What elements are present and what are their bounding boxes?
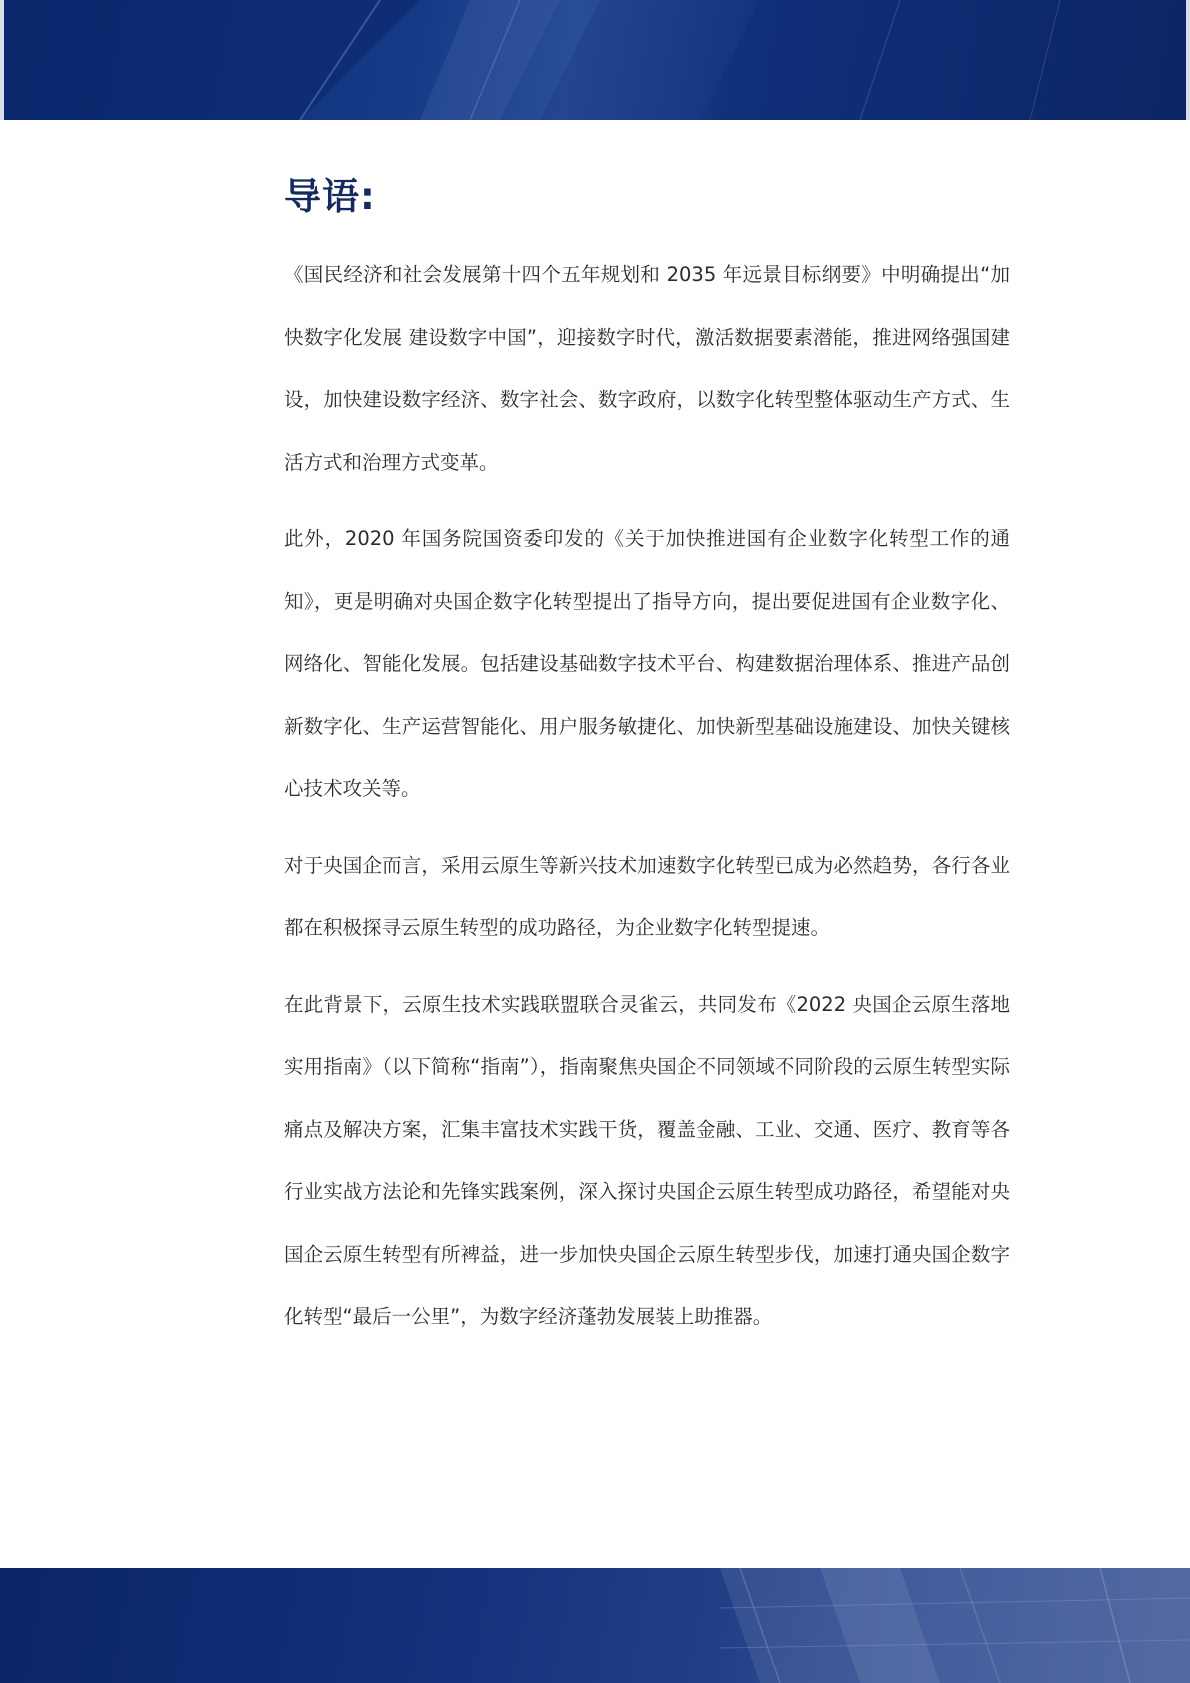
paragraph-1: 《国民经济和社会发展第十四个五年规划和 2035 年远景目标纲要》中明确提出“加快数字化发展 建设数字中国”，迎接数字时代，激活数据要素潜能，推进网络强国建设，加快建设数字经济、数字社会、数字政府，以数字化转型整体驱动生产方式、生活方式和治理方式变革。 <box>284 263 1010 474</box>
footer-building-graphic <box>0 1568 1190 1683</box>
page-title: 导语: <box>284 175 376 218</box>
header-banner <box>0 0 1190 120</box>
intro-body <box>284 244 1010 1363</box>
paragraph-3: 对于央国企而言，采用云原生等新兴技术加速数字化转型已成为必然趋势，各行各业都在积极探寻云原生转型的成功路径，为企业数字化转型提速。 <box>284 853 1010 939</box>
footer-banner <box>0 1568 1190 1683</box>
paragraph-2: 此外，2020 年国务院国资委印发的《关于加快推进国有企业数字化转型工作的通知》，更是明确对央国企数字化转型提出了指导方向，提出要促进国有企业数字化、网络化、智能化发展。包括建设基础数字技术平台、构建数据治理体系、推进产品创新数字化、生产运营智能化、用户服务敏捷化、加快新型基础设施建设、加快关键核心技术攻关等。 <box>284 527 1010 800</box>
paragraph-4: 在此背景下，云原生技术实践联盟联合灵雀云，共同发布《2022 央国企云原生落地实用指南》（以下简称“指南”），指南聚焦央国企不同领域不同阶段的云原生转型实际痛点及解决方案，汇集丰富技术实践干货，覆盖金融、工业、交通、医疗、教育等各行业实战方法论和先锋实践案例，深入探讨央国企云原生转型成功路径，希望能对央国企云原生转型有所裨益，进一步加快央国企云原生转型步伐，加速打通央国企数字化转型“最后一公里”，为数字经济蓬勃发展装上助推器。 <box>284 992 1010 1328</box>
header-building-graphic <box>0 0 1190 120</box>
